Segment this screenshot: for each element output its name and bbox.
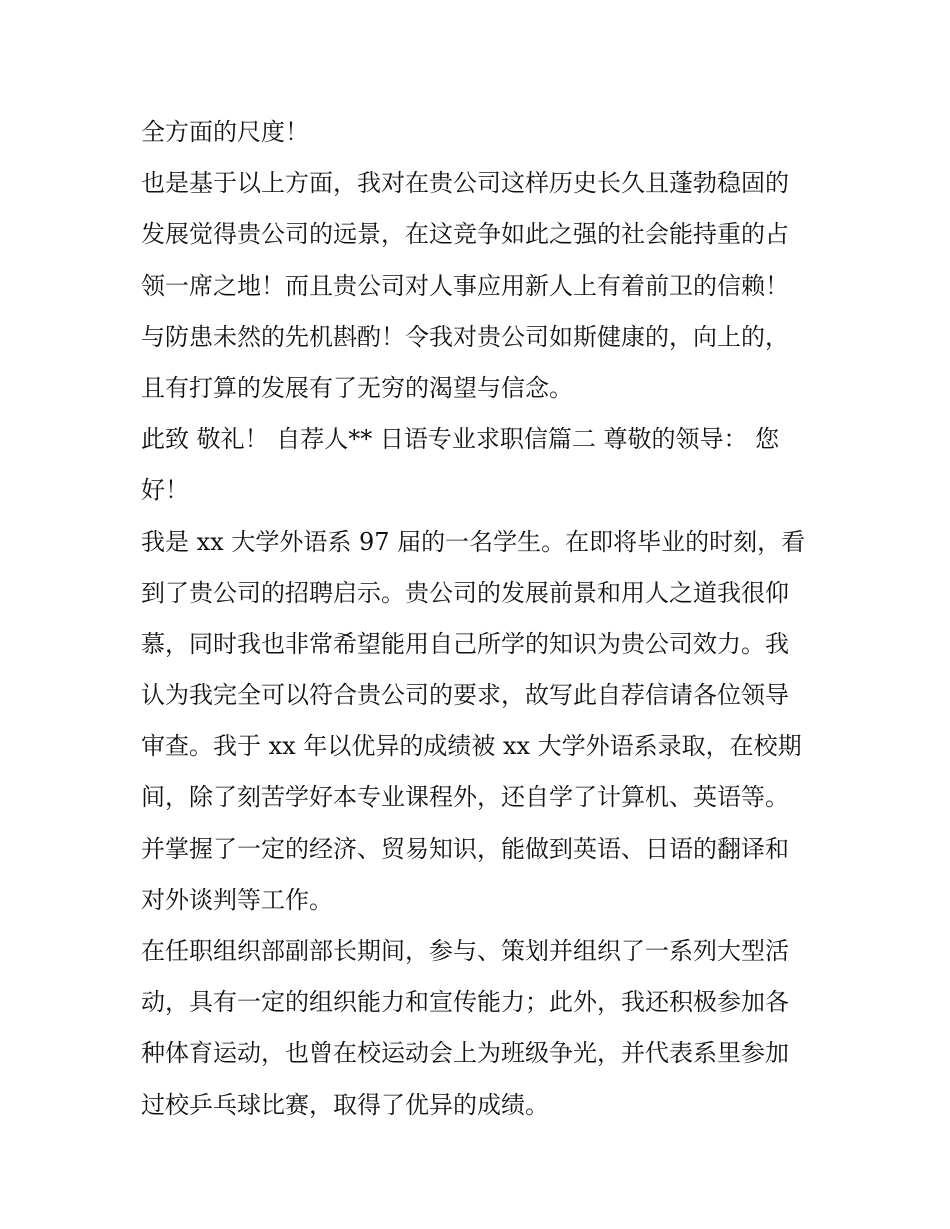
text-line: 慕，同时我也非常希望能用自己所学的知识为贵公司效力。我 bbox=[141, 629, 789, 658]
text-line: 在任职组织部副部长期间，参与、策划并组织了一系列大型活 bbox=[141, 937, 789, 965]
text-line: 到了贵公司的招聘启示。贵公司的发展前景和用人之道我很仰 bbox=[141, 578, 789, 607]
text-line: 我是 xx 大学外语系 97 届的一名学生。在即将毕业的时刻，看 bbox=[141, 527, 806, 556]
text-line: 也是基于以上方面，我对在贵公司这样历史长久且蓬勃稳固的 bbox=[141, 169, 789, 198]
text-line: 此致 敬礼！ 自荐人** 日语专业求职信篇二 尊敬的领导： 您 bbox=[141, 425, 780, 454]
document-body bbox=[141, 107, 816, 1131]
text-line: 与防患未然的先机斟酌！令我对贵公司如斯健康的，向上的， bbox=[141, 322, 789, 351]
text-line: 发展觉得贵公司的远景，在这竞争如此之强的社会能持重的占 bbox=[141, 220, 789, 249]
text-line: 认为我完全可以符合贵公司的要求，故写此自荐信请各位领导 bbox=[141, 681, 789, 710]
text-line: 对外谈判等工作。 bbox=[141, 885, 333, 914]
text-line: 好！ bbox=[141, 476, 189, 505]
text-line: 间，除了刻苦学好本专业课程外，还自学了计算机、英语等。 bbox=[141, 783, 789, 812]
text-line: 并掌握了一定的经济、贸易知识，能做到英语、日语的翻译和 bbox=[141, 834, 789, 863]
text-line: 种体育运动，也曾在校运动会上为班级争光，并代表系里参加 bbox=[141, 1039, 789, 1068]
text-line: 审查。我于 xx 年以优异的成绩被 xx 大学外语系录取，在校期 bbox=[141, 732, 802, 761]
text-line: 领一席之地！而且贵公司对人事应用新人上有着前卫的信赖！ bbox=[141, 271, 789, 300]
text-line: 全方面的尺度！ bbox=[141, 118, 309, 146]
text-line: 动，具有一定的组织能力和宣传能力；此外，我还积极参加各 bbox=[141, 988, 789, 1017]
text-line: 过校乒乓球比赛，取得了优异的成绩。 bbox=[141, 1090, 549, 1119]
text-line: 且有打算的发展有了无穷的渴望与信念。 bbox=[141, 373, 573, 402]
